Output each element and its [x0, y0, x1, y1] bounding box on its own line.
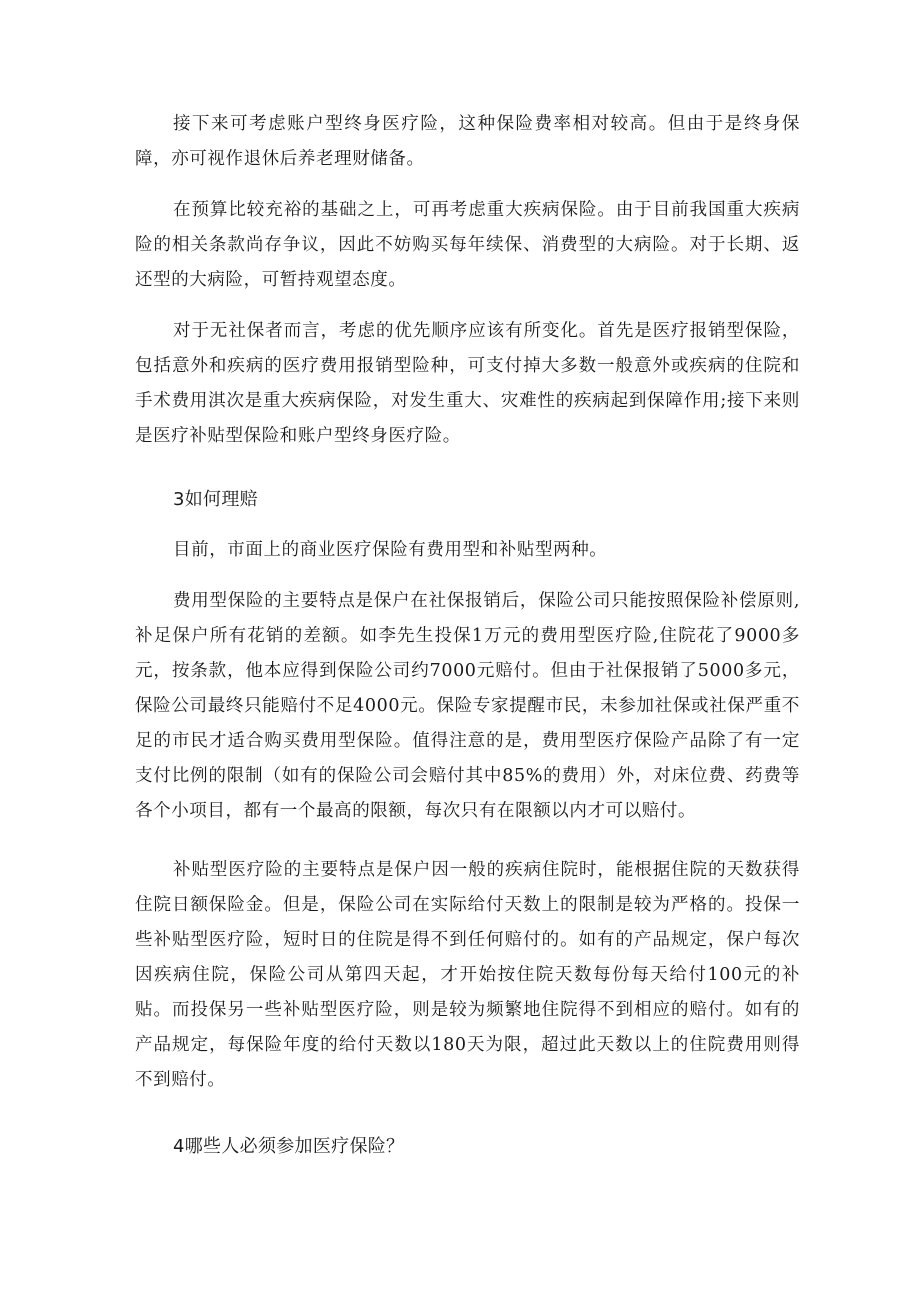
paragraph-account-type-insurance: 接下来可考虑账户型终身医疗险，这种保险费率相对较高。但由于是终身保障，亦可视作退休后养老理财储备。 — [135, 114, 800, 169]
paragraph-no-social-security: 对于无社保者而言，考虑的优先顺序应该有所变化。首先是医疗报销型保险，包括意外和疾病的医疗费用报销型险种，可支付掉大多数一般意外或疾病的住院和手术费用淇次是重大疾病保险，对发生重大、灾难性的疾病起到保障作用;接下来则是医疗补贴型保险和账户型终身医疗险。 — [135, 321, 800, 446]
paragraph-expense-type-insurance: 费用型保险的主要特点是保户在社保报销后，保险公司只能按照保险补偿原则,补足保户所有花销的差额。如李先生投保1万元的费用型医疗险,住院花了9000多元，按条款，他本应得到保险公司约7000元赔付。但由于社保报销了5000多元，保险公司最终只能赔付不足4000元。保险专家提醒市民，未参加社保或社保严重不足的市民才适合购买费用型保险。值得注意的是，费用型医疗保险产品除了有一定支付比例的限制（如有的保险公司会赔付其中85%的费用）外，对床位费、药费等各个小项目，都有一个最高的限额，每次只有在限额以内才可以赔付。 — [135, 591, 800, 821]
paragraph-two-types-intro: 目前，市面上的商业医疗保险有费用型和补贴型两种。 — [173, 540, 608, 560]
paragraph-critical-illness-insurance: 在预算比较充裕的基础之上，可再考虑重大疾病保险。由于目前我国重大疾病险的相关条款尚存争议，因此不妨购买每年续保、消费型的大病险。对于长期、返还型的大病险，可暂持观望态度。 — [135, 200, 800, 290]
paragraph-subsidy-type-insurance: 补贴型医疗险的主要特点是保户因一般的疾病住院时，能根据住院的天数获得住院日额保险金。但是，保险公司在实际给付天数上的限制是较为严格的。投保一些补贴型医疗险，短时日的住院是得不到任何赔付的。如有的产品规定，保户每次因疾病住院，保险公司从第四天起，才开始按住院天数每份每天给付100元的补贴。而投保另一些补贴型医疗险，则是较为频繁地住院得不到相应的赔付。如有的产品规定，每保险年度的给付天数以180天为限，超过此天数以上的住院费用则得不到赔付。 — [135, 860, 800, 1090]
section-heading-how-to-claim: 3如何理赔 — [173, 489, 258, 510]
section-heading-who-must-enroll: 4哪些人必须参加医疗保险？ — [173, 1136, 405, 1157]
